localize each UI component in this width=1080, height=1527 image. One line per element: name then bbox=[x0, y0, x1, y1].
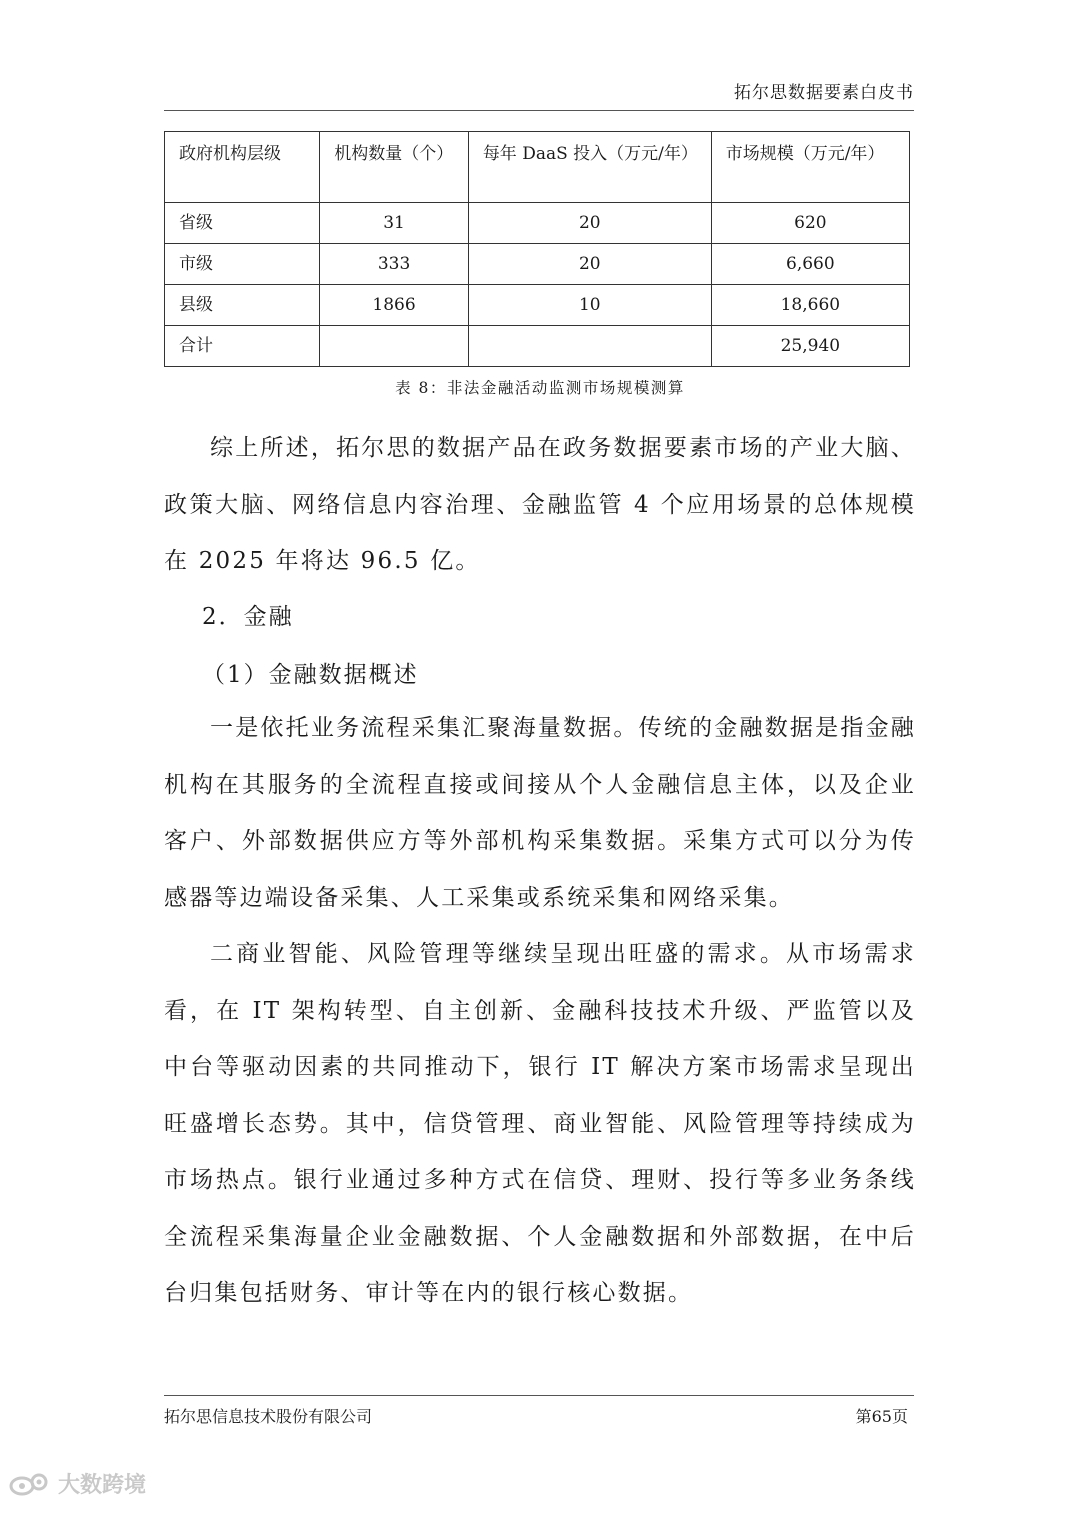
body-paragraph: 二商业智能、风险管理等继续呈现出旺盛的需求。从市场需求看，在 IT 架构转型、自主创新、金融科技技术升级、严监管以及中台等驱动因素的共同推动下，银行 IT 解决方案市场需求呈现出旺盛增长态势。其中，信贷管理、商业智能、风险管理等持续成为市场热点。银行业通过多种方式在信贷、理财、投行等多业务条线全流程采集海量企业金融数据、个人金融数据和外部数据，在中后台归集包括财务、审计等在内的银行核心数据。 bbox=[164, 941, 916, 1306]
table-cell: 18,660 bbox=[711, 285, 909, 326]
body-paragraph: 一是依托业务流程采集汇聚海量数据。传统的金融数据是指金融机构在其服务的全流程直接或间接从个人金融信息主体，以及企业客户、外部数据供应方等外部机构采集数据。采集方式可以分为传感器等边端设备采集、人工采集或系统采集和网络采集。 bbox=[164, 715, 916, 911]
table-cell: 10 bbox=[468, 285, 711, 326]
table-cell: 省级 bbox=[165, 203, 320, 244]
table-cell bbox=[468, 326, 711, 367]
table-cell: 县级 bbox=[165, 285, 320, 326]
header-divider bbox=[164, 110, 914, 111]
table-header-cell: 政府机构层级 bbox=[165, 132, 320, 203]
table-row bbox=[165, 203, 910, 244]
table-cell: 620 bbox=[711, 203, 909, 244]
table-cell: 20 bbox=[468, 203, 711, 244]
table-cell: 合计 bbox=[165, 326, 320, 367]
table-cell: 1866 bbox=[320, 285, 469, 326]
table-row bbox=[165, 326, 910, 367]
table-cell: 333 bbox=[320, 244, 469, 285]
table-caption: 表 8：非法金融活动监测市场规模测算 bbox=[395, 379, 685, 397]
table-header-row bbox=[165, 132, 910, 203]
table-row bbox=[165, 285, 910, 326]
watermark bbox=[8, 1468, 146, 1499]
table-cell bbox=[320, 326, 469, 367]
header-title: 拓尔思数据要素白皮书 bbox=[734, 83, 914, 103]
table-header-cell: 机构数量（个） bbox=[320, 132, 469, 203]
summary-paragraph: 综上所述，拓尔思的数据产品在政务数据要素市场的产业大脑、政策大脑、网络信息内容治理、金融监管 4 个应用场景的总体规模在 2025 年将达 96.5 亿。 bbox=[164, 435, 916, 574]
market-size-table bbox=[164, 131, 910, 367]
table-row bbox=[165, 244, 910, 285]
table-cell: 20 bbox=[468, 244, 711, 285]
section-heading: 2．金融 bbox=[202, 604, 294, 630]
footer-company: 拓尔思信息技术股份有限公司 bbox=[164, 1407, 373, 1426]
table-cell: 市级 bbox=[165, 244, 320, 285]
footer-divider bbox=[164, 1395, 914, 1396]
table-header-cell: 市场规模（万元/年） bbox=[711, 132, 909, 203]
table-cell: 6,660 bbox=[711, 244, 909, 285]
watermark-text: 大数跨境 bbox=[58, 1473, 147, 1498]
table-header-cell: 每年 DaaS 投入（万元/年） bbox=[468, 132, 711, 203]
subsection-heading: （1）金融数据概述 bbox=[202, 662, 419, 688]
page-number: 第65页 bbox=[855, 1407, 908, 1426]
weibo-logo-icon bbox=[8, 1470, 52, 1498]
table-cell: 25,940 bbox=[711, 326, 909, 367]
table-cell: 31 bbox=[320, 203, 469, 244]
